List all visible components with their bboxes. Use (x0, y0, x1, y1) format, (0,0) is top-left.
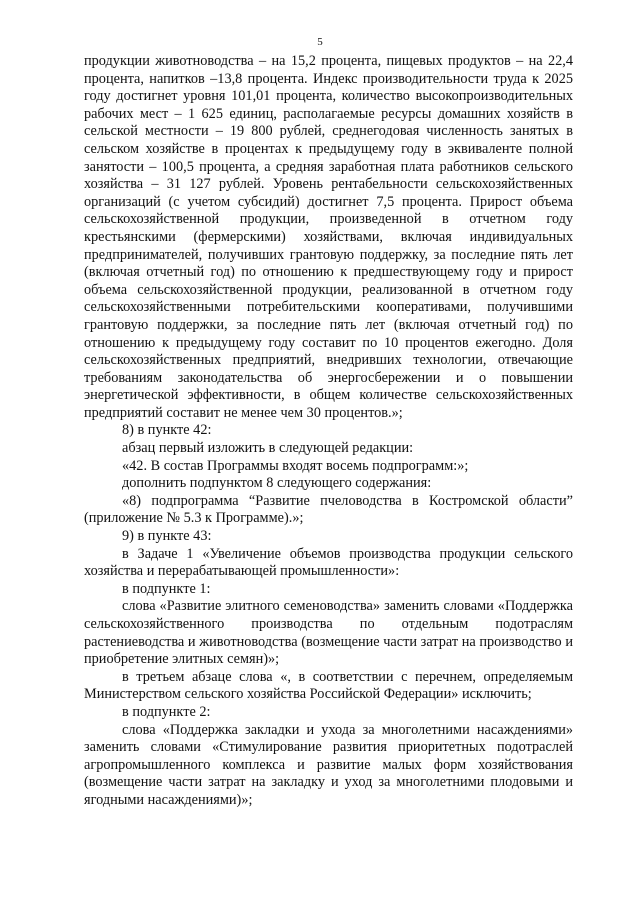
paragraph: слова «Поддержка закладки и ухода за многолетними насаждениями» заменить словами «Стимулирование развития приоритетных подотраслей агропромышленного комплекса и развитие малых форм хозяйствования (возмещение части затрат на закладку и уход за многолетними плодовыми и ягодными насаждениями)»; (84, 721, 573, 808)
page-number: 5 (317, 36, 323, 48)
paragraph-item-8: 8) в пункте 42: (122, 422, 212, 439)
paragraph: в подпункте 1: (122, 580, 211, 597)
paragraph-item-9: 9) в пункте 43: (122, 528, 212, 545)
paragraph-quote: «42. В состав Программы входят восемь подпрограмм:»; (122, 457, 469, 474)
paragraph: абзац первый изложить в следующей редакции: (122, 440, 414, 457)
paragraph: в Задаче 1 «Увеличение объемов производства продукции сельского хозяйства и перерабатывающей промышленности»: (84, 545, 573, 580)
paragraph-quote: «8) подпрограмма “Развитие пчеловодства в Костромской области” (приложение № 5.3 к Программе).»; (84, 492, 573, 527)
paragraph-continuation: продукции животноводства – на 15,2 процента, пищевых продуктов – на 22,4 процента, напитков –13,8 процента. Индекс производительности труда к 2025 году достигнет уровня 101,01 процента, количество высокопроизводительных рабочих мест – 1 625 единиц, располагаемые ресурсы домашних хозяйств в сельской местности – 19 800 рублей, среднегодовая численность занятых в сельском хозяйстве в процентах к предыдущему году в эквиваленте полной занятости – 100,5 процента, а средняя заработная плата работников сельского хозяйства – 31 127 рублей. Уровень рентабельности сельскохозяйственных организаций (с учетом субсидий) достигнет 7,5 процента. Прирост объема сельскохозяйственной продукции, произведенной в отчетном году крестьянскими (фермерскими) хозяйствами, включая индивидуальных предпринимателей, получивших грантовую поддержку, за последние пять лет (включая отчетный год) по отношению к предшествующему году и прирост объема сельскохозяйственной продукции, реализованной в отчетном году сельскохозяйственными потребительскими кооперативами, получившими грантовую поддержки, за последние пять лет (включая отчетный год) по отношению к предыдущему году составит по 10 процентов ежегодно. Доля сельскохозяйственных предприятий, внедривших технологии, отвечающие требованиям законодательства об энергосбережении и о повышении энергетической эффективности, в общем количестве сельскохозяйственных предприятий составит не менее чем 30 процентов.»; (84, 53, 573, 421)
paragraph: в третьем абзаце слова «, в соответствии с перечнем, определяемым Министерством сельского хозяйства Российской Федерации» исключить; (84, 668, 573, 703)
document-body (84, 53, 573, 810)
paragraph: дополнить подпунктом 8 следующего содержания: (122, 475, 432, 492)
paragraph: слова «Развитие элитного семеноводства» заменить словами «Поддержка сельскохозяйственного производства по отдельным подотраслям растениеводства и животноводства (возмещение части затрат на производство и приобретение элитных семян)»; (84, 598, 573, 668)
paragraph: в подпункте 2: (122, 703, 211, 720)
